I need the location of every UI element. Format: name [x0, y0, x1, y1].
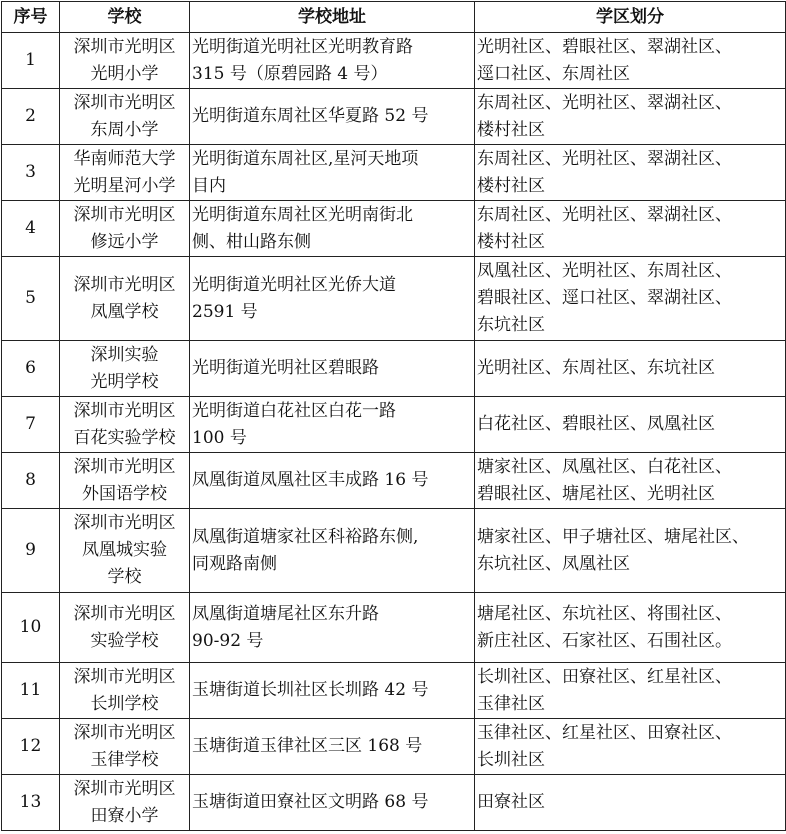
school-name-cell: [60, 341, 190, 397]
school-address: 玉塘街道长圳社区长圳路 42 号: [192, 680, 429, 700]
district-communities: 东周社区、光明社区、翠湖社区、 楼村社区: [477, 148, 732, 196]
school-name: 深圳市光明区 长圳学校: [73, 666, 176, 714]
row-index-cell: [2, 593, 60, 663]
school-address: 凤凰街道塘家社区科裕路东侧, 同观路南侧: [192, 526, 419, 574]
row-index: 5: [25, 288, 36, 308]
school-address-cell: [190, 509, 475, 593]
district-communities-cell: [475, 453, 786, 509]
table-row: [2, 453, 786, 509]
school-name-cell: [60, 775, 190, 831]
table-row: [2, 397, 786, 453]
school-address-cell: [190, 719, 475, 775]
school-address: 光明街道光明社区光明教育路 315 号（原碧园路 4 号）: [192, 36, 413, 84]
row-index-cell: [2, 719, 60, 775]
table-row: [2, 719, 786, 775]
row-index-cell: [2, 509, 60, 593]
district-communities: 东周社区、光明社区、翠湖社区、 楼村社区: [477, 204, 732, 252]
row-index: 7: [25, 414, 36, 434]
header-address: 学校地址: [190, 2, 475, 33]
row-index-cell: [2, 453, 60, 509]
table-row: [2, 89, 786, 145]
school-name: 深圳市光明区 田寮小学: [73, 778, 176, 826]
school-address-cell: [190, 201, 475, 257]
district-communities: 光明社区、碧眼社区、翠湖社区、 逕口社区、东周社区: [477, 36, 732, 84]
row-index: 8: [25, 470, 36, 490]
school-address-cell: [190, 257, 475, 341]
district-communities: 塘家社区、凤凰社区、白花社区、 碧眼社区、塘尾社区、光明社区: [477, 456, 732, 504]
table-body: [2, 33, 786, 831]
school-address: 凤凰街道凤凰社区丰成路 16 号: [192, 470, 429, 490]
school-address-cell: [190, 593, 475, 663]
school-name-cell: [60, 593, 190, 663]
district-communities-cell: [475, 719, 786, 775]
school-address: 光明街道东周社区,星河天地项 目内: [192, 148, 419, 196]
school-address: 光明街道东周社区华夏路 52 号: [192, 106, 429, 126]
row-index: 4: [25, 218, 36, 238]
row-index: 13: [19, 792, 42, 812]
district-communities-cell: [475, 509, 786, 593]
school-name: 深圳市光明区 实验学校: [73, 603, 176, 651]
row-index: 11: [19, 680, 42, 700]
school-address-cell: [190, 33, 475, 89]
school-name: 深圳市光明区 凤凰城实验 学校: [73, 513, 176, 587]
header-district: 学区划分: [475, 2, 786, 33]
school-name-cell: [60, 145, 190, 201]
row-index: 10: [19, 617, 42, 637]
school-name: 深圳市光明区 百花实验学校: [73, 400, 176, 448]
school-address-cell: [190, 341, 475, 397]
district-communities: 东周社区、光明社区、翠湖社区、 楼村社区: [477, 92, 732, 140]
row-index: 12: [19, 736, 42, 756]
table-row: [2, 33, 786, 89]
school-name: 深圳市光明区 玉律学校: [73, 722, 176, 770]
row-index-cell: [2, 145, 60, 201]
school-address: 光明街道东周社区光明南街北 侧、柑山路东侧: [192, 204, 413, 252]
table-row: [2, 145, 786, 201]
district-communities-cell: [475, 33, 786, 89]
row-index: 6: [25, 358, 36, 378]
row-index: 2: [25, 106, 36, 126]
district-communities-cell: [475, 89, 786, 145]
school-address-cell: [190, 775, 475, 831]
school-name: 深圳市光明区 东周小学: [73, 92, 176, 140]
row-index: 3: [25, 162, 36, 182]
school-name-cell: [60, 33, 190, 89]
school-name-cell: [60, 397, 190, 453]
table-header-row: [2, 2, 786, 33]
table-row: [2, 775, 786, 831]
district-communities: 塘尾社区、东坑社区、将围社区、 新庄社区、石家社区、石围社区。: [477, 603, 732, 651]
district-communities: 玉律社区、红星社区、田寮社区、 长圳社区: [477, 722, 732, 770]
district-communities-cell: [475, 397, 786, 453]
school-name: 华南师范大学 光明星河小学: [73, 148, 176, 196]
table-row: [2, 341, 786, 397]
school-name-cell: [60, 509, 190, 593]
school-name: 深圳市光明区 光明小学: [73, 36, 176, 84]
school-name: 深圳市光明区 凤凰学校: [73, 274, 176, 322]
school-address: 光明街道白花社区白花一路 100 号: [192, 400, 396, 448]
district-communities-cell: [475, 341, 786, 397]
district-communities: 长圳社区、田寮社区、红星社区、 玉律社区: [477, 666, 732, 714]
district-communities-cell: [475, 775, 786, 831]
table-row: [2, 257, 786, 341]
row-index-cell: [2, 775, 60, 831]
school-address: 光明街道光明社区碧眼路: [192, 358, 379, 378]
district-communities: 塘家社区、甲子塘社区、塘尾社区、 东坑社区、凤凰社区: [477, 526, 749, 574]
header-school: 学校: [60, 2, 190, 33]
school-name-cell: [60, 257, 190, 341]
school-name-cell: [60, 663, 190, 719]
row-index-cell: [2, 663, 60, 719]
district-communities-cell: [475, 201, 786, 257]
school-name: 深圳市光明区 修远小学: [73, 204, 176, 252]
school-name: 深圳市光明区 外国语学校: [73, 456, 176, 504]
school-name-cell: [60, 201, 190, 257]
school-district-table: [1, 1, 786, 831]
row-index-cell: [2, 341, 60, 397]
row-index-cell: [2, 397, 60, 453]
district-communities-cell: [475, 257, 786, 341]
school-address-cell: [190, 89, 475, 145]
district-communities: 光明社区、东周社区、东坑社区: [477, 358, 715, 378]
row-index-cell: [2, 257, 60, 341]
table-row: [2, 663, 786, 719]
district-communities-cell: [475, 593, 786, 663]
district-communities-cell: [475, 663, 786, 719]
district-communities: 田寮社区: [477, 792, 545, 812]
table-row: [2, 201, 786, 257]
header-index: 序号: [2, 2, 60, 33]
school-address-cell: [190, 145, 475, 201]
school-address-cell: [190, 663, 475, 719]
table-row: [2, 593, 786, 663]
school-address: 凤凰街道塘尾社区东升路 90-92 号: [192, 603, 379, 651]
school-address: 光明街道光明社区光侨大道 2591 号: [192, 274, 396, 322]
row-index-cell: [2, 89, 60, 145]
district-communities: 凤凰社区、光明社区、东周社区、 碧眼社区、逕口社区、翠湖社区、 东坑社区: [477, 261, 732, 335]
row-index-cell: [2, 201, 60, 257]
row-index: 9: [25, 540, 36, 560]
school-address: 玉塘街道田寮社区文明路 68 号: [192, 792, 429, 812]
table-row: [2, 509, 786, 593]
row-index: 1: [25, 50, 36, 70]
school-name-cell: [60, 719, 190, 775]
school-name-cell: [60, 453, 190, 509]
district-communities: 白花社区、碧眼社区、凤凰社区: [477, 414, 715, 434]
school-name-cell: [60, 89, 190, 145]
school-address-cell: [190, 397, 475, 453]
row-index-cell: [2, 33, 60, 89]
school-address-cell: [190, 453, 475, 509]
district-communities-cell: [475, 145, 786, 201]
school-name: 深圳实验 光明学校: [90, 344, 159, 392]
school-address: 玉塘街道玉律社区三区 168 号: [192, 736, 423, 756]
